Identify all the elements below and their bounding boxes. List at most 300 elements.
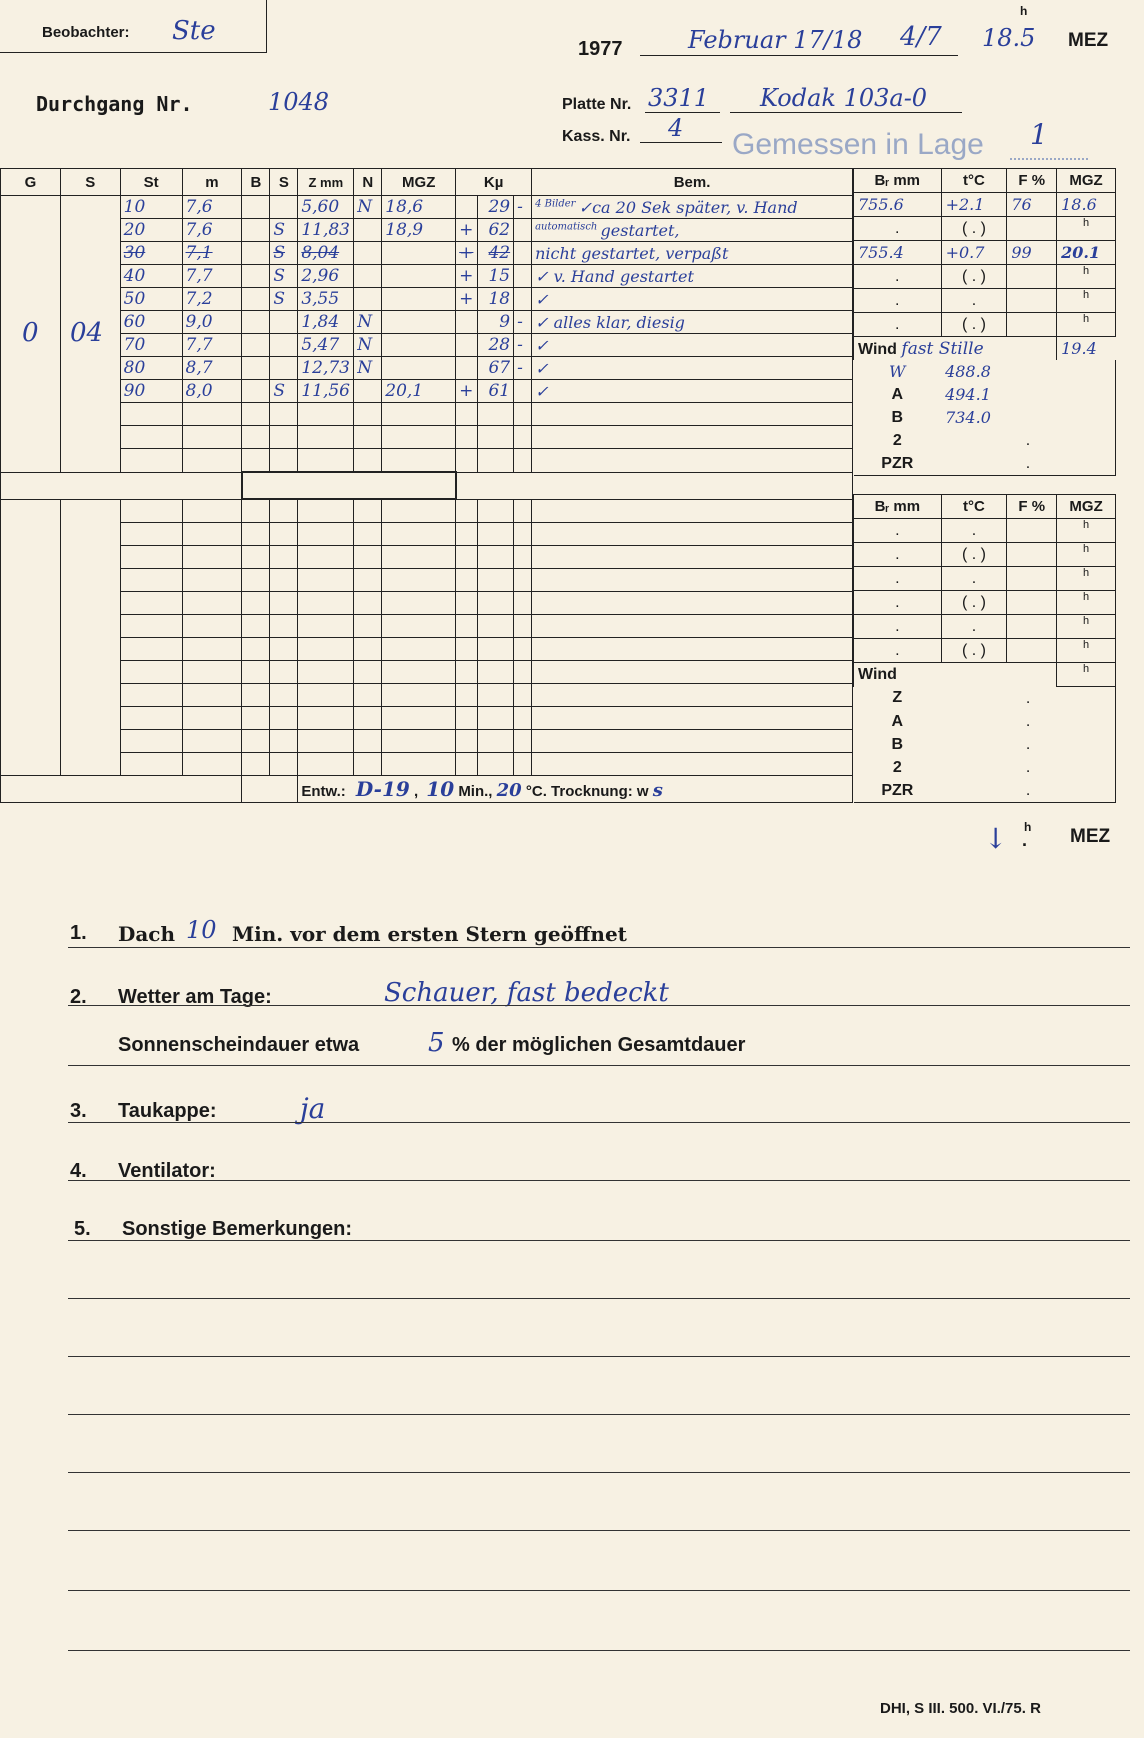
s-cell: S <box>270 242 298 265</box>
plate-type: Kodak 103a-0 <box>760 84 928 112</box>
empty-cell <box>298 684 354 707</box>
observer-label: Beobachter: <box>42 24 130 41</box>
empty-cell <box>270 684 298 707</box>
side1-head-b: Bᵣ mm <box>854 169 942 193</box>
q1-a: Dach <box>118 922 176 946</box>
empty-cell <box>382 707 456 730</box>
st-cell: 40 <box>120 265 182 288</box>
empty-cell <box>354 684 382 707</box>
empty-cell <box>382 638 456 661</box>
empty-cell <box>298 592 354 615</box>
empty-cell <box>456 684 478 707</box>
empty-cell <box>532 569 853 592</box>
n-cell: N <box>354 334 382 357</box>
empty-cell <box>532 499 853 523</box>
empty-cell <box>242 426 270 449</box>
z-cell: 5,47 <box>298 334 354 357</box>
empty-cell <box>354 661 382 684</box>
empty-cell <box>270 426 298 449</box>
st-cell: 20 <box>120 219 182 242</box>
n-cell <box>354 219 382 242</box>
empty-cell <box>478 592 514 615</box>
m-cell: 7,7 <box>182 265 242 288</box>
empty-cell <box>478 684 514 707</box>
empty-cell <box>456 403 478 426</box>
empty-cell <box>298 615 354 638</box>
z-cell: 5,60 <box>298 196 354 219</box>
side1-head-mgz: MGZ <box>1057 169 1116 193</box>
k-cell: 9 <box>478 311 514 334</box>
empty-cell <box>532 426 853 449</box>
empty-cell <box>120 661 182 684</box>
empty-cell <box>478 499 514 523</box>
empty-cell <box>478 426 514 449</box>
empty-cell <box>182 569 242 592</box>
empty-cell <box>354 546 382 569</box>
table-body-top <box>1 196 853 473</box>
empty-cell <box>514 592 532 615</box>
table-row <box>1 730 853 753</box>
empty-cell <box>456 523 478 546</box>
table-row <box>1 265 853 288</box>
s-cell: S <box>270 288 298 311</box>
empty-cell <box>182 546 242 569</box>
st-cell: 50 <box>120 288 182 311</box>
empty-cell <box>298 546 354 569</box>
side1-r1-mgz: 18.6 <box>1057 193 1116 217</box>
empty-cell <box>270 592 298 615</box>
empty-cell <box>478 449 514 473</box>
empty-cell <box>382 426 456 449</box>
bem-note: automatisch <box>535 221 601 233</box>
table-row <box>1 499 853 523</box>
empty-cell <box>456 661 478 684</box>
empty-cell <box>120 426 182 449</box>
sign-cell: + <box>456 265 478 288</box>
empty-cell <box>120 684 182 707</box>
empty-cell <box>242 592 270 615</box>
weather-table-1: Bᵣ mm t°C F % MGZ 755.6 +2.1 76 18.6 . ( . ) h 755.4 +0.7 99 20.1 . ( . ) h . . h . ( . ) h Wind fast Stille 19.4 W 488.8 A 494.1 B 734.0 2 . PZR . <box>853 168 1116 476</box>
empty-cell <box>514 753 532 776</box>
q2-line <box>68 1005 1130 1006</box>
empty-cell <box>514 523 532 546</box>
s-cell <box>270 311 298 334</box>
table-row <box>1 592 853 615</box>
empty-cell <box>298 523 354 546</box>
q4-num: 4. <box>70 1160 87 1182</box>
q3-line <box>68 1122 1130 1123</box>
z-cell: 1,84 <box>298 311 354 334</box>
empty-cell <box>532 449 853 473</box>
empty-cell <box>382 403 456 426</box>
empty-cell <box>456 546 478 569</box>
empty-cell <box>298 499 354 523</box>
plate-value: 3311 <box>648 84 710 112</box>
q2-num: 2. <box>70 986 87 1008</box>
s-value: 04 <box>70 318 104 348</box>
empty-cell <box>354 523 382 546</box>
side1-z-label: W <box>889 362 906 381</box>
s-cell: S <box>270 380 298 403</box>
b-cell <box>242 196 270 219</box>
side1-r3-mgz: 20.1 <box>1057 241 1116 265</box>
empty-cell <box>532 638 853 661</box>
temp-value: 20 <box>496 780 522 801</box>
table-row <box>1 684 853 707</box>
table-row <box>1 546 853 569</box>
empty-cell <box>182 615 242 638</box>
empty-cell <box>532 546 853 569</box>
q2b-val: 5 <box>428 1028 445 1058</box>
q2-label: Wetter am Tage: <box>118 986 272 1008</box>
empty-cell <box>298 403 354 426</box>
q5-label: Sonstige Bemerkungen: <box>122 1218 353 1240</box>
col-st: St <box>120 169 182 196</box>
empty-cell <box>382 684 456 707</box>
n-cell <box>354 380 382 403</box>
sign-cell <box>456 357 478 380</box>
empty-cell <box>120 638 182 661</box>
st-cell: 60 <box>120 311 182 334</box>
empty-cell <box>242 730 270 753</box>
empty-cell <box>354 707 382 730</box>
bem-note: 4 Bilder <box>535 198 579 210</box>
empty-cell <box>182 707 242 730</box>
table-row <box>1 661 853 684</box>
table-body-bottom <box>1 499 853 776</box>
col-mgz: MGZ <box>382 169 456 196</box>
side2-head-f: F % <box>1007 495 1057 519</box>
k-cell: 28 <box>478 334 514 357</box>
dash-cell: - <box>514 334 532 357</box>
n-cell: N <box>354 196 382 219</box>
z-cell: 11,56 <box>298 380 354 403</box>
min-value: 10 <box>426 777 455 801</box>
b-cell <box>242 357 270 380</box>
observer-value: Ste <box>172 16 216 46</box>
separator-row <box>1 472 853 499</box>
empty-cell <box>532 523 853 546</box>
observation-table <box>0 168 853 803</box>
empty-cell <box>242 753 270 776</box>
q4-label: Ventilator: <box>118 1160 216 1182</box>
empty-cell <box>298 661 354 684</box>
form-code: DHI, S III. 500. VI./75. R <box>880 1700 1041 1717</box>
empty-cell <box>270 449 298 473</box>
empty-cell <box>514 546 532 569</box>
q4-line <box>68 1180 1130 1181</box>
side2-head-mgz: MGZ <box>1057 495 1116 519</box>
side1-r1-f: 76 <box>1007 193 1057 217</box>
empty-cell <box>456 449 478 473</box>
empty-cell <box>120 592 182 615</box>
side2-head-b: Bᵣ mm <box>854 495 942 519</box>
empty-cell <box>182 426 242 449</box>
empty-cell <box>270 730 298 753</box>
side2-a-label: A <box>891 712 904 730</box>
empty-cell <box>532 615 853 638</box>
s-cell <box>270 334 298 357</box>
footer-mez: MEZ <box>1070 826 1111 847</box>
dash-cell <box>514 242 532 265</box>
stamp-text: Gemessen in Lage <box>732 128 984 161</box>
empty-cell <box>478 730 514 753</box>
empty-cell <box>382 546 456 569</box>
m-cell: 8,7 <box>182 357 242 380</box>
bem-cell: $^{4 Bilder}$ ✓ca 20 Sek später, v. Hand <box>532 196 853 219</box>
blank-line-6 <box>68 1590 1130 1591</box>
empty-cell <box>382 592 456 615</box>
s-cell: S <box>270 219 298 242</box>
empty-cell <box>120 546 182 569</box>
empty-cell <box>532 592 853 615</box>
mgz-cell: 18,9 <box>382 219 456 242</box>
st-cell: 70 <box>120 334 182 357</box>
footer-row: Entw.: D-19 , 10 Min., 20 °C. Trocknung: w s <box>1 776 853 803</box>
empty-cell <box>182 684 242 707</box>
table-row <box>1 707 853 730</box>
k-cell: 42 <box>478 242 514 265</box>
k-cell: 15 <box>478 265 514 288</box>
g-cell-2 <box>1 499 61 776</box>
empty-cell <box>514 707 532 730</box>
empty-cell <box>120 569 182 592</box>
empty-cell <box>242 707 270 730</box>
plate-label: Platte Nr. <box>562 96 632 113</box>
col-z: Z mm <box>298 169 354 196</box>
empty-cell <box>478 569 514 592</box>
col-g: G <box>1 169 61 196</box>
col-b: B <box>242 169 270 196</box>
plate-type-line <box>730 112 962 113</box>
empty-cell <box>242 684 270 707</box>
empty-cell <box>514 638 532 661</box>
side1-head-t: t°C <box>941 169 1007 193</box>
bem-cell: ✓ v. Hand gestartet <box>532 265 853 288</box>
empty-cell <box>242 449 270 473</box>
empty-cell <box>120 449 182 473</box>
table-row <box>1 753 853 776</box>
table-row <box>1 523 853 546</box>
table-row <box>1 242 853 265</box>
time-unit: MEZ <box>1068 30 1109 51</box>
mgz-cell: 18,6 <box>382 196 456 219</box>
sign-cell: + <box>456 288 478 311</box>
empty-cell <box>354 449 382 473</box>
empty-cell <box>354 615 382 638</box>
table-row <box>1 196 853 219</box>
stamp-underline <box>1010 158 1088 160</box>
empty-cell <box>242 638 270 661</box>
time-value: 18.5 <box>982 24 1036 52</box>
empty-cell <box>478 753 514 776</box>
empty-cell <box>182 523 242 546</box>
k-cell: 18 <box>478 288 514 311</box>
blank-line-4 <box>68 1472 1130 1473</box>
sign-cell <box>456 311 478 334</box>
col-n: N <box>354 169 382 196</box>
year: 1977 <box>578 38 623 60</box>
q1-num: 1. <box>70 922 87 944</box>
side1-r1-t: +2.1 <box>941 193 1007 217</box>
s-cell <box>270 357 298 380</box>
empty-cell <box>182 592 242 615</box>
empty-cell <box>532 730 853 753</box>
empty-cell <box>354 730 382 753</box>
empty-cell <box>182 753 242 776</box>
blank-line-2 <box>68 1356 1130 1357</box>
mgz-cell <box>382 311 456 334</box>
side2-pzr-label: PZR <box>854 779 942 803</box>
table-row <box>1 403 853 426</box>
empty-cell <box>120 499 182 523</box>
empty-cell <box>354 638 382 661</box>
cassette-label: Kass. Nr. <box>562 128 631 145</box>
side1-r1-b: 755.6 <box>854 193 942 217</box>
m-cell: 7,2 <box>182 288 242 311</box>
empty-cell <box>120 707 182 730</box>
empty-cell <box>354 426 382 449</box>
blank-line-3 <box>68 1414 1130 1415</box>
bem-cell: ✓ <box>532 334 853 357</box>
st-cell: 30 <box>120 242 182 265</box>
stamp-value: 1 <box>1030 118 1048 151</box>
k-cell: 61 <box>478 380 514 403</box>
observer-box <box>0 0 267 53</box>
q2b-line <box>68 1065 1130 1066</box>
weather-table-2: Bᵣ mm t°C F % MGZ . . h . ( . ) h . . h . ( . ) h . . h . ( . ) h Wind h Z . A . B . 2 . PZR . <box>853 494 1116 803</box>
empty-cell <box>354 403 382 426</box>
empty-cell <box>270 499 298 523</box>
b-cell <box>242 334 270 357</box>
empty-cell <box>532 661 853 684</box>
g-value: 0 <box>22 318 39 348</box>
empty-cell <box>514 569 532 592</box>
col-k: Kµ <box>456 169 532 196</box>
empty-cell <box>456 753 478 776</box>
empty-cell <box>532 684 853 707</box>
empty-cell <box>242 546 270 569</box>
side1-wind-label: Wind <box>858 340 897 358</box>
plate-line <box>645 112 720 113</box>
table-row <box>1 426 853 449</box>
q2-val: Schauer, fast bedeckt <box>384 978 669 1008</box>
empty-cell <box>270 753 298 776</box>
empty-cell <box>382 753 456 776</box>
empty-cell <box>478 615 514 638</box>
side1-wind-mgz: 19.4 <box>1061 339 1097 358</box>
q1-b: Min. vor dem ersten Stern geöffnet <box>232 922 627 946</box>
empty-cell <box>456 426 478 449</box>
q3-label: Taukappe: <box>118 1100 217 1122</box>
n-cell: N <box>354 311 382 334</box>
z-cell: 2,96 <box>298 265 354 288</box>
empty-cell <box>382 615 456 638</box>
footer-dot: . <box>1022 830 1028 850</box>
empty-cell <box>514 730 532 753</box>
empty-cell <box>532 707 853 730</box>
mgz-cell <box>382 242 456 265</box>
empty-cell <box>242 661 270 684</box>
dash-cell <box>514 265 532 288</box>
empty-cell <box>478 523 514 546</box>
empty-cell <box>298 707 354 730</box>
m-cell: 8,0 <box>182 380 242 403</box>
empty-cell <box>382 499 456 523</box>
sign-cell: + <box>456 219 478 242</box>
k-cell: 62 <box>478 219 514 242</box>
empty-cell <box>298 730 354 753</box>
date-line <box>640 55 958 56</box>
empty-cell <box>242 615 270 638</box>
empty-cell <box>478 661 514 684</box>
table-row <box>1 569 853 592</box>
st-cell: 80 <box>120 357 182 380</box>
side2-head-t: t°C <box>941 495 1007 519</box>
empty-cell <box>298 426 354 449</box>
sign-cell <box>456 196 478 219</box>
side1-z-value: 488.8 <box>941 360 1115 383</box>
empty-cell <box>456 569 478 592</box>
empty-cell <box>514 661 532 684</box>
empty-cell <box>456 499 478 523</box>
st-cell: 10 <box>120 196 182 219</box>
col-bem: Bem. <box>532 169 853 196</box>
temp-label: °C. Trocknung: w <box>525 783 649 800</box>
table-row <box>1 615 853 638</box>
table-row <box>1 638 853 661</box>
bem-cell: $^{automatisch}$ gestartet, <box>532 219 853 242</box>
transit-value: 1048 <box>268 88 330 116</box>
empty-cell <box>354 499 382 523</box>
s-cell-2 <box>60 499 120 776</box>
empty-cell <box>182 638 242 661</box>
bem-cell: ✓ <box>532 380 853 403</box>
side1-r3-b: 755.4 <box>854 241 942 265</box>
empty-cell <box>382 449 456 473</box>
empty-cell <box>298 449 354 473</box>
z-cell: 3,55 <box>298 288 354 311</box>
empty-cell <box>270 707 298 730</box>
empty-cell <box>270 403 298 426</box>
side1-r3-f: 99 <box>1007 241 1057 265</box>
dash-cell: - <box>514 311 532 334</box>
dash-cell <box>514 219 532 242</box>
col-m: m <box>182 169 242 196</box>
time-h: h <box>1020 4 1028 18</box>
min-label: Min., <box>458 783 493 800</box>
empty-cell <box>120 730 182 753</box>
q5-line <box>68 1240 1130 1241</box>
side2-b-label: B <box>891 735 904 753</box>
s-cell <box>270 196 298 219</box>
empty-cell <box>382 661 456 684</box>
m-cell: 7,1 <box>182 242 242 265</box>
mgz-cell: 20,1 <box>382 380 456 403</box>
b-cell <box>242 380 270 403</box>
side1-a-label: A <box>891 385 904 403</box>
bem-cell: nicht gestartet, verpaßt <box>532 242 853 265</box>
dash-cell <box>514 380 532 403</box>
table-row <box>1 357 853 380</box>
empty-cell <box>382 569 456 592</box>
empty-cell <box>382 730 456 753</box>
sign-cell <box>456 334 478 357</box>
n-cell: N <box>354 357 382 380</box>
b-cell <box>242 288 270 311</box>
side1-b-label: B <box>891 408 904 426</box>
n-cell <box>354 265 382 288</box>
